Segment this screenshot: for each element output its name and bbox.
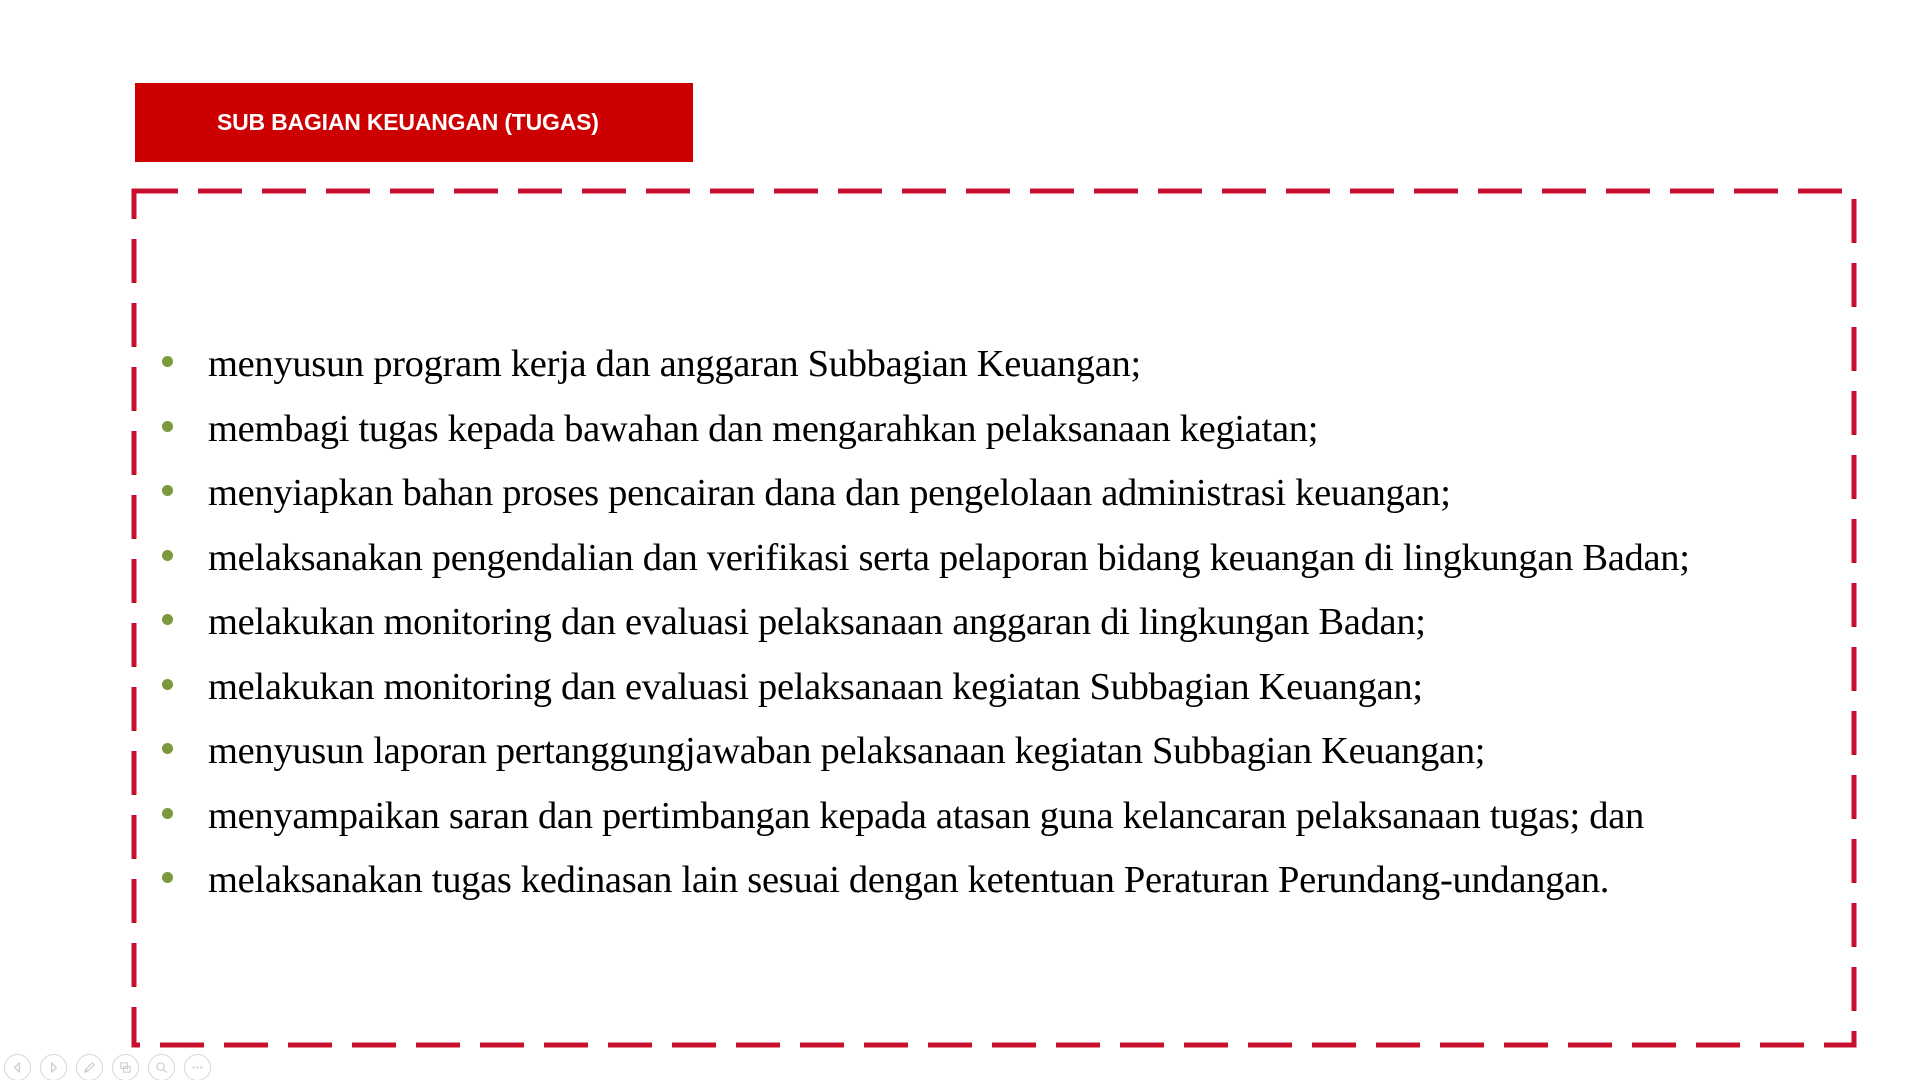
list-item-text: membagi tugas kepada bawahan dan mengarahkan pelaksanaan kegiatan;	[208, 407, 1319, 450]
bullet-icon	[162, 550, 173, 561]
list-item-text: melaksanakan pengendalian dan verifikasi serta pelaporan bidang keuangan di lingkungan Badan;	[208, 536, 1690, 579]
bullet-icon	[162, 743, 173, 754]
list-item-text: menyusun program kerja dan anggaran Subbagian Keuangan;	[208, 343, 1141, 385]
zoom-button[interactable]	[148, 1054, 175, 1080]
list-item-text: melakukan monitoring dan evaluasi pelaksanaan kegiatan Subbagian Keuangan;	[208, 665, 1423, 708]
slideshow-nav-bar	[4, 1054, 211, 1080]
pen-tool-button[interactable]	[76, 1054, 103, 1080]
list-item	[160, 528, 1800, 593]
list-item-text: menyampaikan saran dan pertimbangan kepada atasan guna kelancaran pelaksanaan tugas; dan	[208, 794, 1644, 837]
title-banner	[135, 83, 693, 162]
previous-icon	[10, 1060, 25, 1075]
bullet-icon	[162, 872, 173, 883]
bullet-icon	[162, 421, 173, 432]
zoom-icon	[154, 1060, 169, 1075]
bullet-icon	[162, 679, 173, 690]
list-item-text: menyiapkan bahan proses pencairan dana dan pengelolaan administrasi keuangan;	[208, 472, 1451, 514]
next-slide-button[interactable]	[40, 1054, 67, 1080]
bullet-icon	[162, 356, 173, 367]
slide-title: SUB BAGIAN KEUANGAN (TUGAS)	[217, 109, 599, 135]
list-item	[160, 592, 1800, 657]
more-options-button[interactable]	[184, 1054, 211, 1080]
list-item	[160, 399, 1800, 464]
list-item-text: menyusun laporan pertanggungjawaban pelaksanaan kegiatan Subbagian Keuangan;	[208, 730, 1486, 772]
list-item-text: melakukan monitoring dan evaluasi pelaksanaan anggaran di lingkungan Badan;	[208, 601, 1426, 643]
next-icon	[46, 1060, 61, 1075]
slides-icon	[118, 1060, 133, 1075]
see-all-slides-button[interactable]	[112, 1054, 139, 1080]
bullet-icon	[162, 808, 173, 819]
task-list	[160, 334, 1800, 915]
list-item	[160, 850, 1800, 915]
list-item-text: melaksanakan tugas kedinasan lain sesuai dengan ketentuan Peraturan Perundang-undangan.	[208, 859, 1610, 901]
list-item	[160, 463, 1800, 528]
pen-icon	[82, 1060, 97, 1075]
list-item	[160, 786, 1800, 851]
bullet-icon	[162, 485, 173, 496]
list-item	[160, 334, 1800, 399]
list-item	[160, 721, 1800, 786]
more-icon	[190, 1060, 205, 1075]
list-item	[160, 657, 1800, 722]
bullet-icon	[162, 614, 173, 625]
previous-slide-button[interactable]	[4, 1054, 31, 1080]
